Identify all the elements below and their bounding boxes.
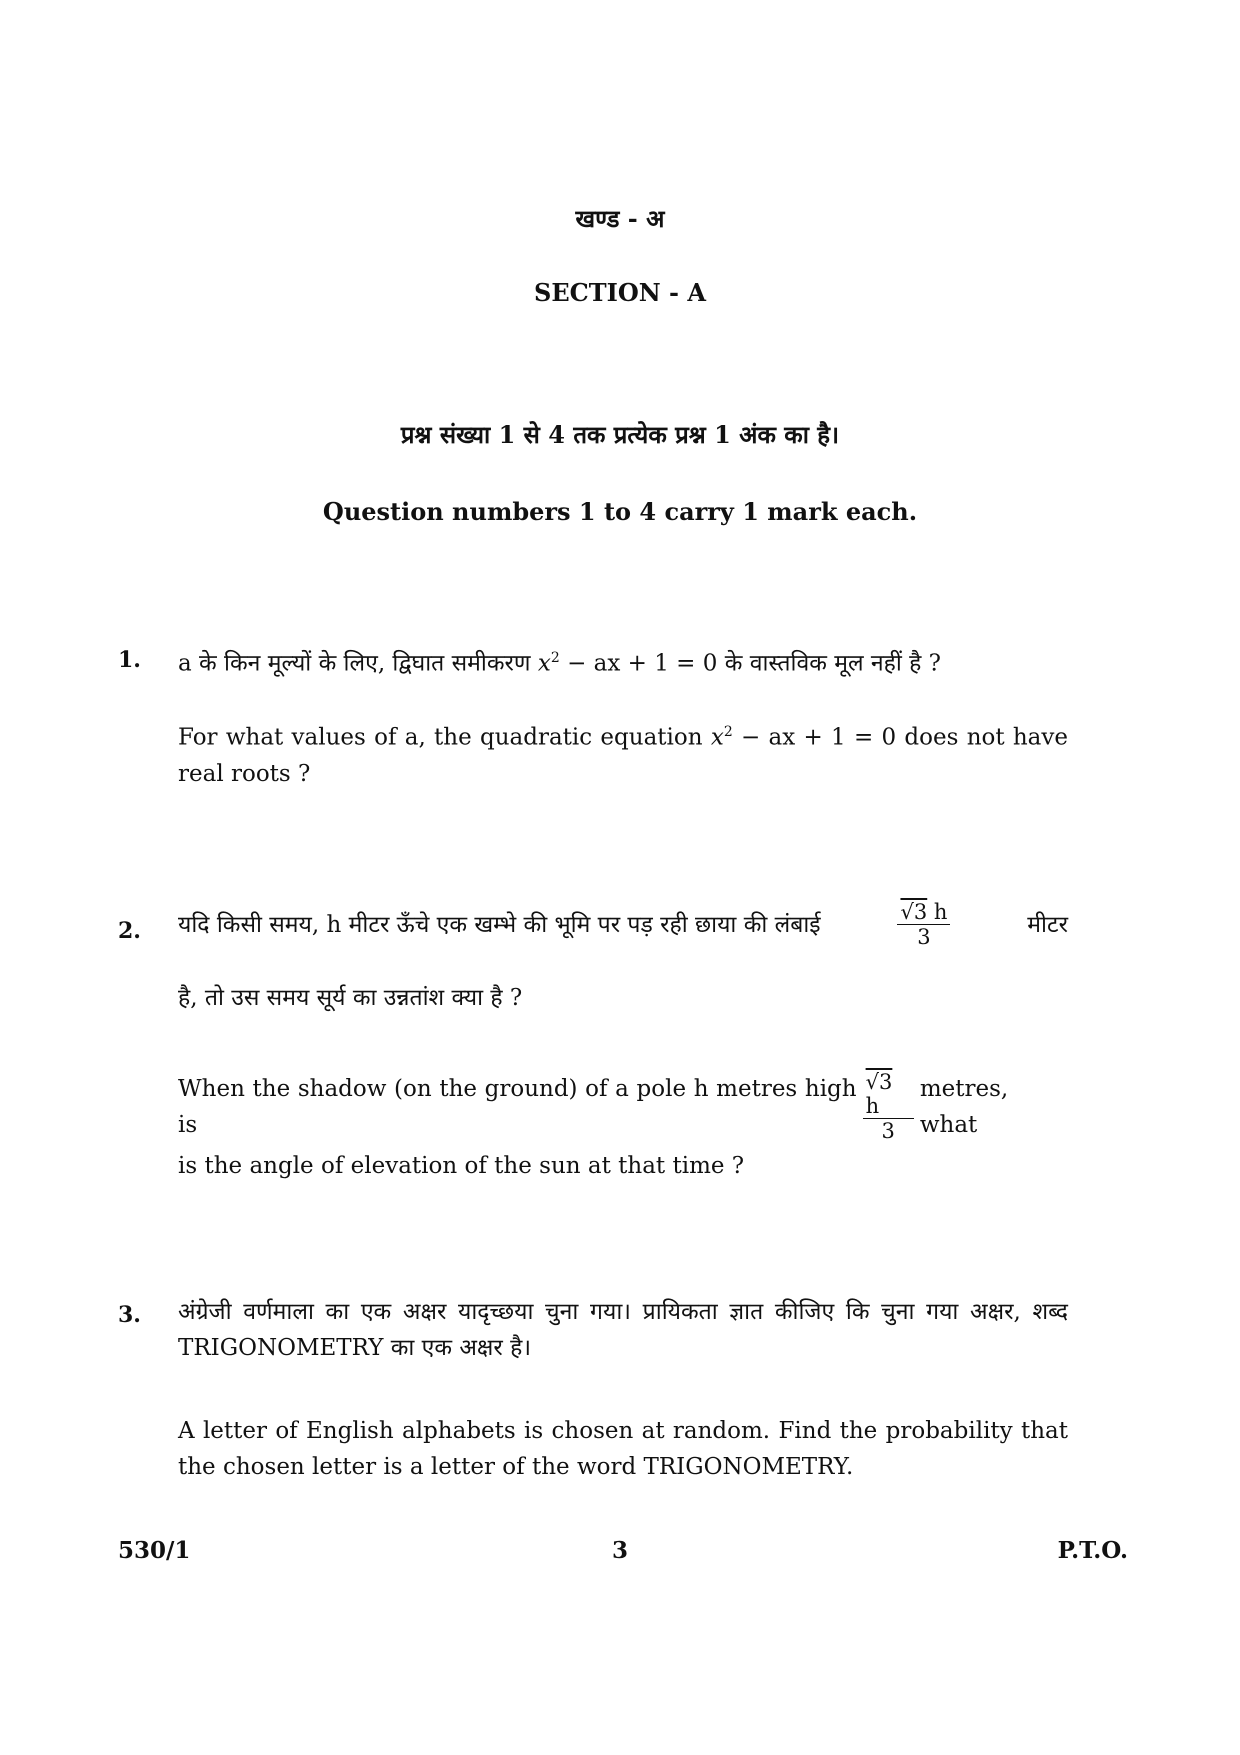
q2-english-fraction bbox=[863, 1070, 914, 1143]
q2-english-text: When the shadow (on the ground) of a pole h metres high is bbox=[178, 1075, 857, 1138]
q2-hindi-radical: √3 bbox=[900, 900, 928, 924]
instruction-english: Question numbers 1 to 4 carry 1 mark each. bbox=[322, 497, 918, 526]
q1-english-text-b: does not have real roots ? bbox=[178, 724, 1069, 787]
q1-english-text-a: For what values of a, the quadratic equation bbox=[178, 724, 711, 751]
footer-paper-code: 530/1 bbox=[118, 1537, 191, 1564]
q2-english-fraction-numerator bbox=[863, 1070, 914, 1119]
q2-hindi-fraction bbox=[897, 900, 950, 949]
question-2-english-line2: is the angle of elevation of the sun at that time ? bbox=[178, 1153, 745, 1179]
q1-en-eq-rest: − ax + 1 = 0 bbox=[732, 724, 897, 751]
question-1-number: 1. bbox=[118, 647, 141, 673]
q2-hindi-text: यदि किसी समय, h मीटर ऊँचे एक खम्भे की भूमि पर पड़ रही छाया की लंबाई bbox=[178, 911, 821, 938]
q2-english-fraction-denominator: 3 bbox=[881, 1119, 895, 1144]
q2-hindi-var: h bbox=[927, 900, 948, 924]
q1-en-eq-exp: 2 bbox=[723, 724, 733, 740]
footer-pto: P.T.O. bbox=[1057, 1537, 1128, 1564]
q1-hindi-text-b: के वास्तविक मूल नहीं है ? bbox=[717, 650, 941, 677]
question-3-english: A letter of English alphabets is chosen at random. Find the probability that the chosen letter is a letter of the word TRIGONOMETRY. bbox=[178, 1418, 1068, 1480]
question-2-hindi-line2: है, तो उस समय सूर्य का उन्नतांश क्या है ? bbox=[178, 985, 523, 1011]
footer-page-number: 3 bbox=[611, 1537, 628, 1564]
question-2-english-line1 bbox=[178, 1070, 1068, 1143]
q1-hindi-text-a: a के किन मूल्यों के लिए, द्विघात समीकरण bbox=[178, 650, 538, 677]
question-3-hindi: अंग्रेजी वर्णमाला का एक अक्षर यादृच्छया चुना गया। प्रायिकता ज्ञात कीजिए कि चुना गया अक्षर, शब्द TRIGONOMETRY का एक अक्षर है। bbox=[178, 1299, 1068, 1361]
question-2-number: 2. bbox=[118, 918, 141, 944]
q2-english-after: metres, what bbox=[919, 1075, 1009, 1138]
question-3-number: 3. bbox=[118, 1302, 141, 1328]
q2-hindi-fraction-numerator bbox=[897, 900, 950, 925]
q2-hindi-fraction-denominator: 3 bbox=[917, 925, 931, 950]
question-1-english bbox=[178, 714, 1068, 792]
q2-english-radical: √3 bbox=[865, 1070, 893, 1094]
q1-eq-rest: − ax + 1 = 0 bbox=[559, 650, 718, 677]
q2-english-var: h bbox=[865, 1094, 880, 1119]
section-heading-english: SECTION - A bbox=[534, 278, 706, 307]
q1-en-eq-x: x bbox=[710, 724, 724, 751]
question-2-hindi-line1 bbox=[178, 900, 1068, 949]
q1-eq-exp: 2 bbox=[550, 650, 560, 666]
q1-eq-x: x bbox=[537, 650, 551, 677]
section-heading-hindi: खण्ड - अ bbox=[575, 204, 665, 233]
question-1-hindi bbox=[178, 640, 1068, 682]
instruction-hindi: प्रश्न संख्या 1 से 4 तक प्रत्येक प्रश्न 1 अंक का है। bbox=[400, 420, 840, 449]
q2-hindi-unit: मीटर bbox=[1027, 911, 1068, 938]
